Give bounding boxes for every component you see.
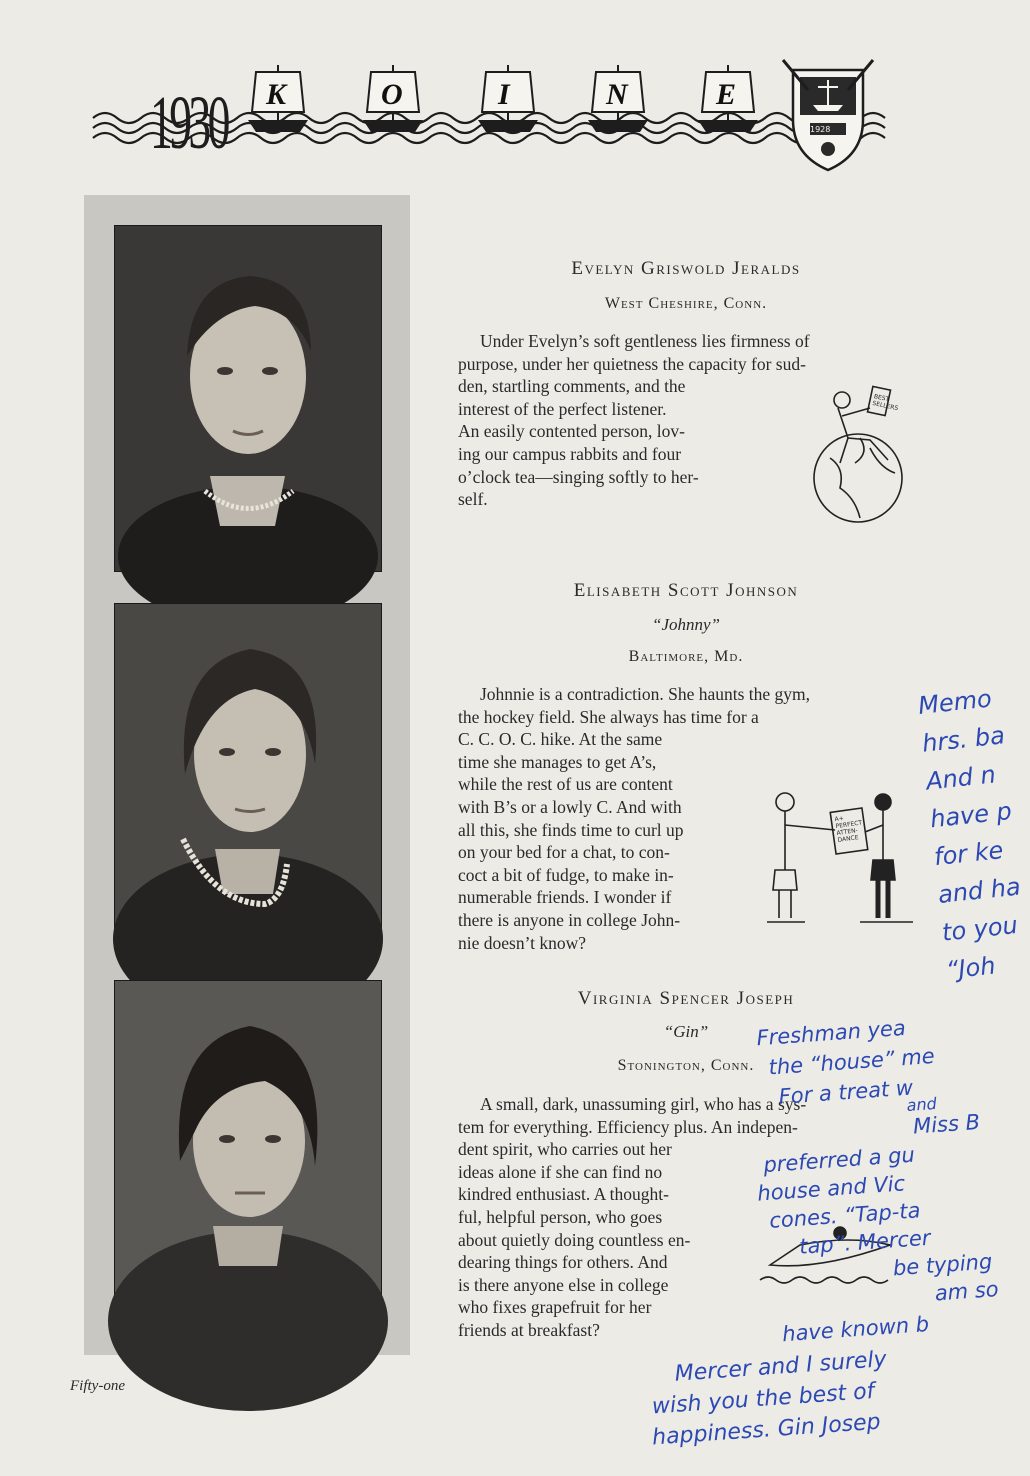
bio-line: the hockey field. She always has time for a xyxy=(458,706,759,727)
portrait-virginia xyxy=(114,980,382,1327)
handwritten-note-2: Freshman yea the “house” me For a treat w and Miss B preferred a gu house and Vic cones. “Tap-ta tap”. Mercer be typing am so have known b Mercer and I surely wish you the best of happiness. Gin Josep xyxy=(651,1015,1000,1451)
entry-1-town: West Cheshire, Conn. xyxy=(604,295,768,312)
globe-girl-sketch xyxy=(800,378,920,528)
bio-line: on your bed for a chat, to con- xyxy=(458,842,670,863)
bio-line: numerable friends. I wonder if xyxy=(458,887,672,908)
bio-line: interest of the perfect listener. xyxy=(458,398,667,419)
portrait-elisabeth xyxy=(114,603,382,950)
attendance-sketch xyxy=(765,790,915,935)
portrait-image xyxy=(115,226,381,571)
bio-line: purpose, under her quietness the capacity for sud- xyxy=(458,353,806,374)
header-letter-o: O xyxy=(381,78,403,111)
crest-year: 1928 xyxy=(810,125,831,134)
entry-3-town: Stonington, Conn. xyxy=(617,1057,755,1074)
bio-line: about quietly doing countless en- xyxy=(458,1229,691,1250)
entry-1-name: Evelyn Griswold Jeralds xyxy=(571,258,801,279)
bio-line: ful, helpful person, who goes xyxy=(458,1206,663,1227)
bio-line: A small, dark, unassuming girl, who has a sys- xyxy=(480,1094,807,1114)
entry-3-nickname: “Gin” xyxy=(663,1022,709,1041)
bio-line: tem for everything. Efficiency plus. An indepen- xyxy=(458,1116,798,1137)
header-year: 1930 xyxy=(150,81,227,165)
bio-line: C. C. O. C. hike. At the same xyxy=(458,729,663,750)
yearbook-header xyxy=(88,50,908,165)
header-letter-i: I xyxy=(498,78,510,111)
header-letter-n: N xyxy=(606,78,628,111)
page-number: Fifty-one xyxy=(70,1378,125,1394)
bio-line: with B’s or a lowly C. And with xyxy=(458,796,682,817)
entry-3-name: Virginia Spencer Joseph xyxy=(577,988,795,1009)
handwritten-note-1: Memo hrs. ba And n have p for ke and ha to you “Joh xyxy=(916,684,1022,985)
bio-line: self. xyxy=(458,489,488,510)
bio-line: time she manages to get A’s, xyxy=(458,751,657,772)
sketch-certificate-label: A+ PERFECT ATTEN-DANCE xyxy=(834,814,863,844)
bio-line: is there anyone else in college xyxy=(458,1274,669,1295)
bio-line: dent spirit, who carries out her xyxy=(458,1139,672,1160)
bio-line: den, startling comments, and the xyxy=(458,376,686,397)
portrait-evelyn xyxy=(114,225,382,572)
header-letter-e: E xyxy=(716,78,737,111)
bio-line: who fixes grapefruit for her xyxy=(458,1297,652,1318)
bio-line: Johnnie is a contradiction. She haunts the gym, xyxy=(480,684,811,704)
entry-2-name: Elisabeth Scott Johnson xyxy=(573,580,799,601)
header-letter-k: K xyxy=(266,78,287,111)
portrait-image xyxy=(115,604,381,949)
crest-icon xyxy=(783,60,873,170)
bio-line: there is anyone in college John- xyxy=(458,909,681,930)
portrait-image xyxy=(115,981,381,1326)
bio-line: all this, she finds time to curl up xyxy=(458,819,684,840)
portrait-panel xyxy=(84,195,410,1355)
entry-2-town: Baltimore, Md. xyxy=(628,648,744,665)
bio-line: ideas alone if she can find no xyxy=(458,1161,663,1182)
bio-line: dearing things for others. And xyxy=(458,1252,668,1273)
bio-line: while the rest of us are content xyxy=(458,774,673,795)
bio-line: o’clock tea—singing softly to her- xyxy=(458,466,699,487)
bio-line: ing our campus rabbits and four xyxy=(458,443,682,464)
bio-line: Under Evelyn’s soft gentleness lies firmness of xyxy=(480,331,810,351)
bio-line: kindred enthusiast. A thought- xyxy=(458,1184,669,1205)
bio-line: An easily contented person, lov- xyxy=(458,421,685,442)
bio-line: coct a bit of fudge, to make in- xyxy=(458,864,674,885)
entry-2-nickname: “Johnny” xyxy=(652,615,720,634)
bio-line: friends at breakfast? xyxy=(458,1319,600,1340)
sketch-book-label: BEST SELLERS xyxy=(871,393,899,413)
bio-line: nie doesn’t know? xyxy=(458,932,586,953)
